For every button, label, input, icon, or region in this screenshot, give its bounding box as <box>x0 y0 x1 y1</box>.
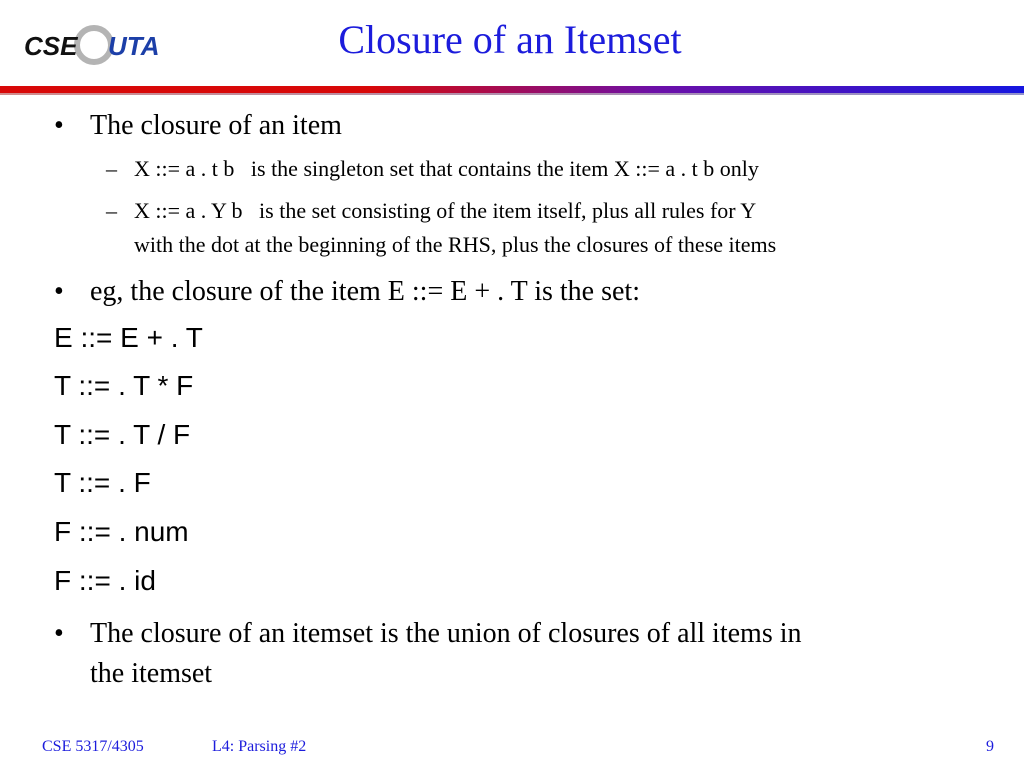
cse-uta-logo <box>22 22 164 68</box>
sub-bullet-text: X ::= a . t b is the singleton set that contains the item X ::= a . t b only <box>134 156 759 181</box>
closure-rule: F ::= . id <box>54 565 156 596</box>
logo-text-cse: CSE <box>24 31 78 61</box>
bullet-glyph: • <box>54 276 64 307</box>
footer-course: CSE 5317/4305 <box>42 738 144 755</box>
bullet-glyph: • <box>54 110 64 141</box>
header-divider-shadow <box>0 93 1024 95</box>
bullet-text: The closure of an item <box>90 110 342 141</box>
closure-rule: F ::= . num <box>54 516 189 547</box>
slide-title: Closure of an Itemset <box>338 17 682 62</box>
bullet-glyph: • <box>54 618 64 649</box>
sub-bullet-text: with the dot at the beginning of the RHS, plus the closures of these items <box>134 232 777 257</box>
dash-glyph: – <box>106 198 117 223</box>
closure-rule: T ::= . T * F <box>54 370 194 401</box>
closure-rule: E ::= E + . T <box>54 322 203 353</box>
closure-rule: T ::= . F <box>54 467 151 498</box>
header-divider <box>0 86 1024 93</box>
sub-bullet-text: X ::= a . Y b is the set consisting of the item itself, plus all rules for Y <box>134 198 757 223</box>
footer-page-number: 9 <box>986 738 994 755</box>
footer-lecture: L4: Parsing #2 <box>212 738 307 755</box>
logo-text-uta: UTA <box>108 31 160 61</box>
bullet-text: eg, the closure of the item E ::= E + . T is the set: <box>90 276 640 307</box>
dash-glyph: – <box>106 156 117 181</box>
bullet-text: the itemset <box>90 658 213 689</box>
bullet-text: The closure of an itemset is the union of closures of all items in <box>90 618 802 649</box>
closure-rule: T ::= . T / F <box>54 419 191 450</box>
